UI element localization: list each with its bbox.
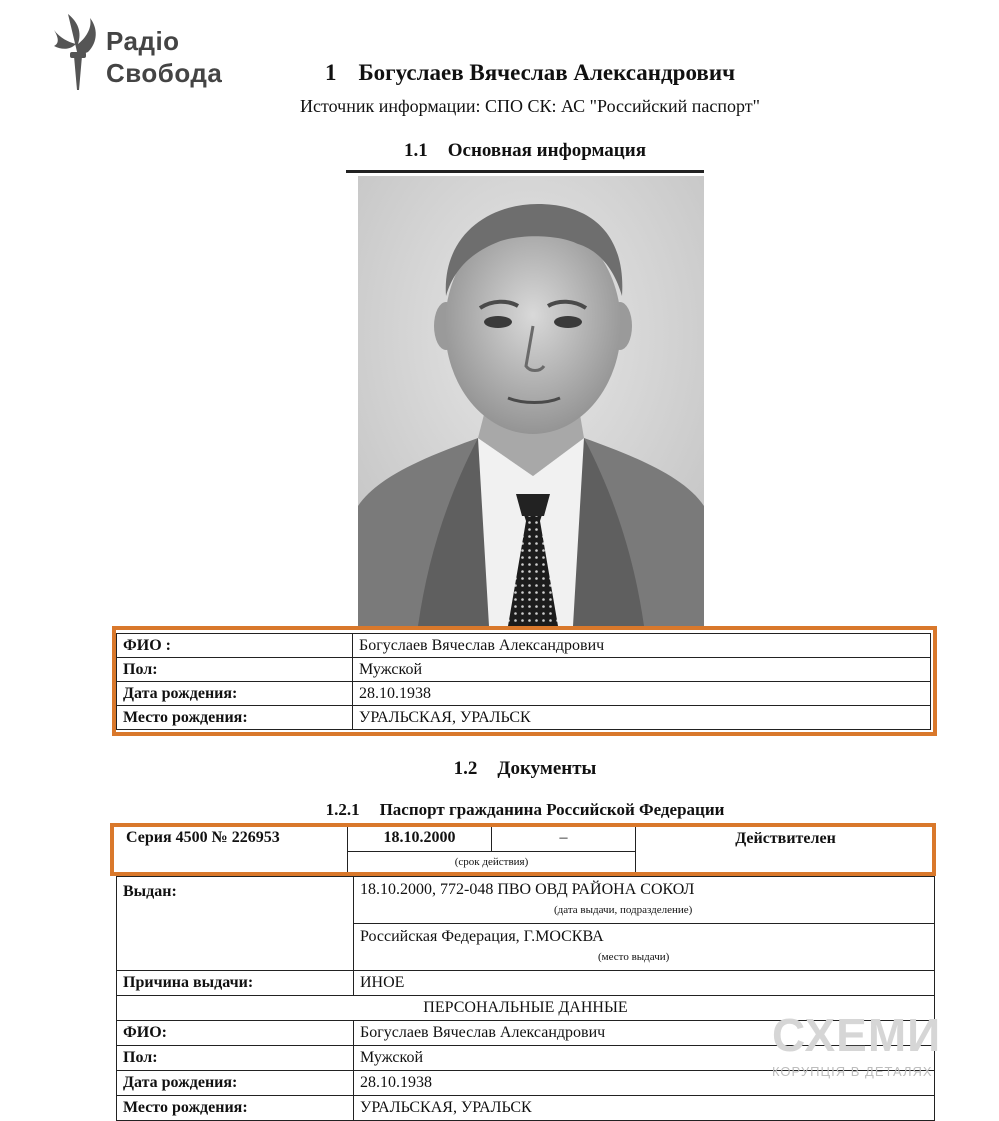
row-label: Место рождения: xyxy=(117,706,353,730)
watermark-title: СХЕМИ xyxy=(772,1009,942,1061)
passport-series: Серия 4500 № 226953 xyxy=(126,829,280,846)
title-number: 1 xyxy=(324,60,337,85)
section-number: 1.1 xyxy=(404,140,428,161)
table-row xyxy=(117,971,935,996)
divider xyxy=(346,170,704,173)
row-value: 28.10.1938 xyxy=(353,682,931,706)
row-label: Пол: xyxy=(117,1046,354,1071)
watermark-subtitle: КОРУПЦІЯ В ДЕТАЛЯХ xyxy=(772,1064,933,1079)
issued-cell xyxy=(354,877,935,924)
page-title xyxy=(0,60,999,86)
issued-value-note: (дата выдачи, подразделение) xyxy=(554,904,693,916)
row-label: Пол: xyxy=(117,658,353,682)
section-heading-1-2 xyxy=(0,758,999,780)
section-title: Документы xyxy=(497,758,597,779)
row-label: Причина выдачи: xyxy=(117,971,354,996)
row-label: ФИО: xyxy=(117,1021,354,1046)
issued-label: Выдан: xyxy=(117,877,354,971)
row-value: ИНОЕ xyxy=(354,971,935,996)
section-number: 1.2 xyxy=(453,758,478,779)
logo-line-1: Радіо xyxy=(106,26,180,56)
issued-place: Российская Федерация, Г.МОСКВА xyxy=(360,928,604,945)
issued-place-note: (место выдачи) xyxy=(598,951,670,963)
section-number: 1.2.1 xyxy=(325,800,360,819)
highlight-frame xyxy=(112,626,937,736)
section-heading-1-1 xyxy=(0,140,999,162)
table-row xyxy=(117,1096,935,1121)
passport-dash: – xyxy=(559,829,568,846)
row-value: 28.10.1938 xyxy=(354,1071,935,1096)
passport-status: Действителен xyxy=(735,830,836,847)
passport-date: 18.10.2000 xyxy=(383,829,456,846)
validity-note: (срок действия) xyxy=(454,856,529,868)
table-row xyxy=(117,877,935,924)
source-line: Источник информации: СПО СК: АС "Российский паспорт" xyxy=(300,96,760,116)
issued-value: 18.10.2000, 772-048 ПВО ОВД РАЙОНА СОКОЛ xyxy=(360,881,695,898)
title-name: Богуслаев Вячеслав Александрович xyxy=(358,60,736,85)
row-value: УРАЛЬСКАЯ, УРАЛЬСК xyxy=(354,1096,935,1121)
row-label: Дата рождения: xyxy=(117,1071,354,1096)
row-label: ФИО : xyxy=(117,634,353,658)
highlight-frame xyxy=(110,823,936,876)
row-label: Дата рождения: xyxy=(117,682,353,706)
personal-data-header: ПЕРСОНАЛЬНЫЕ ДАННЫЕ xyxy=(117,996,935,1021)
row-value: Богуслаев Вячеслав Александрович xyxy=(354,1021,935,1046)
row-value: Богуслаев Вячеслав Александрович xyxy=(353,634,931,658)
passport-details-table xyxy=(116,876,935,1121)
logo-line-2: Свобода xyxy=(106,58,223,88)
row-value: Мужской xyxy=(353,658,931,682)
row-value: УРАЛЬСКАЯ, УРАЛЬСК xyxy=(353,706,931,730)
row-label: Место рождения: xyxy=(117,1096,354,1121)
skhemy-watermark xyxy=(772,1009,952,1084)
portrait-photo xyxy=(358,176,704,626)
place-cell xyxy=(354,924,935,971)
section-title: Основная информация xyxy=(447,140,646,161)
row-value: Мужской xyxy=(354,1046,935,1071)
section-title: Паспорт гражданина Российской Федерации xyxy=(379,800,725,819)
section-heading-1-2-1 xyxy=(0,800,999,820)
